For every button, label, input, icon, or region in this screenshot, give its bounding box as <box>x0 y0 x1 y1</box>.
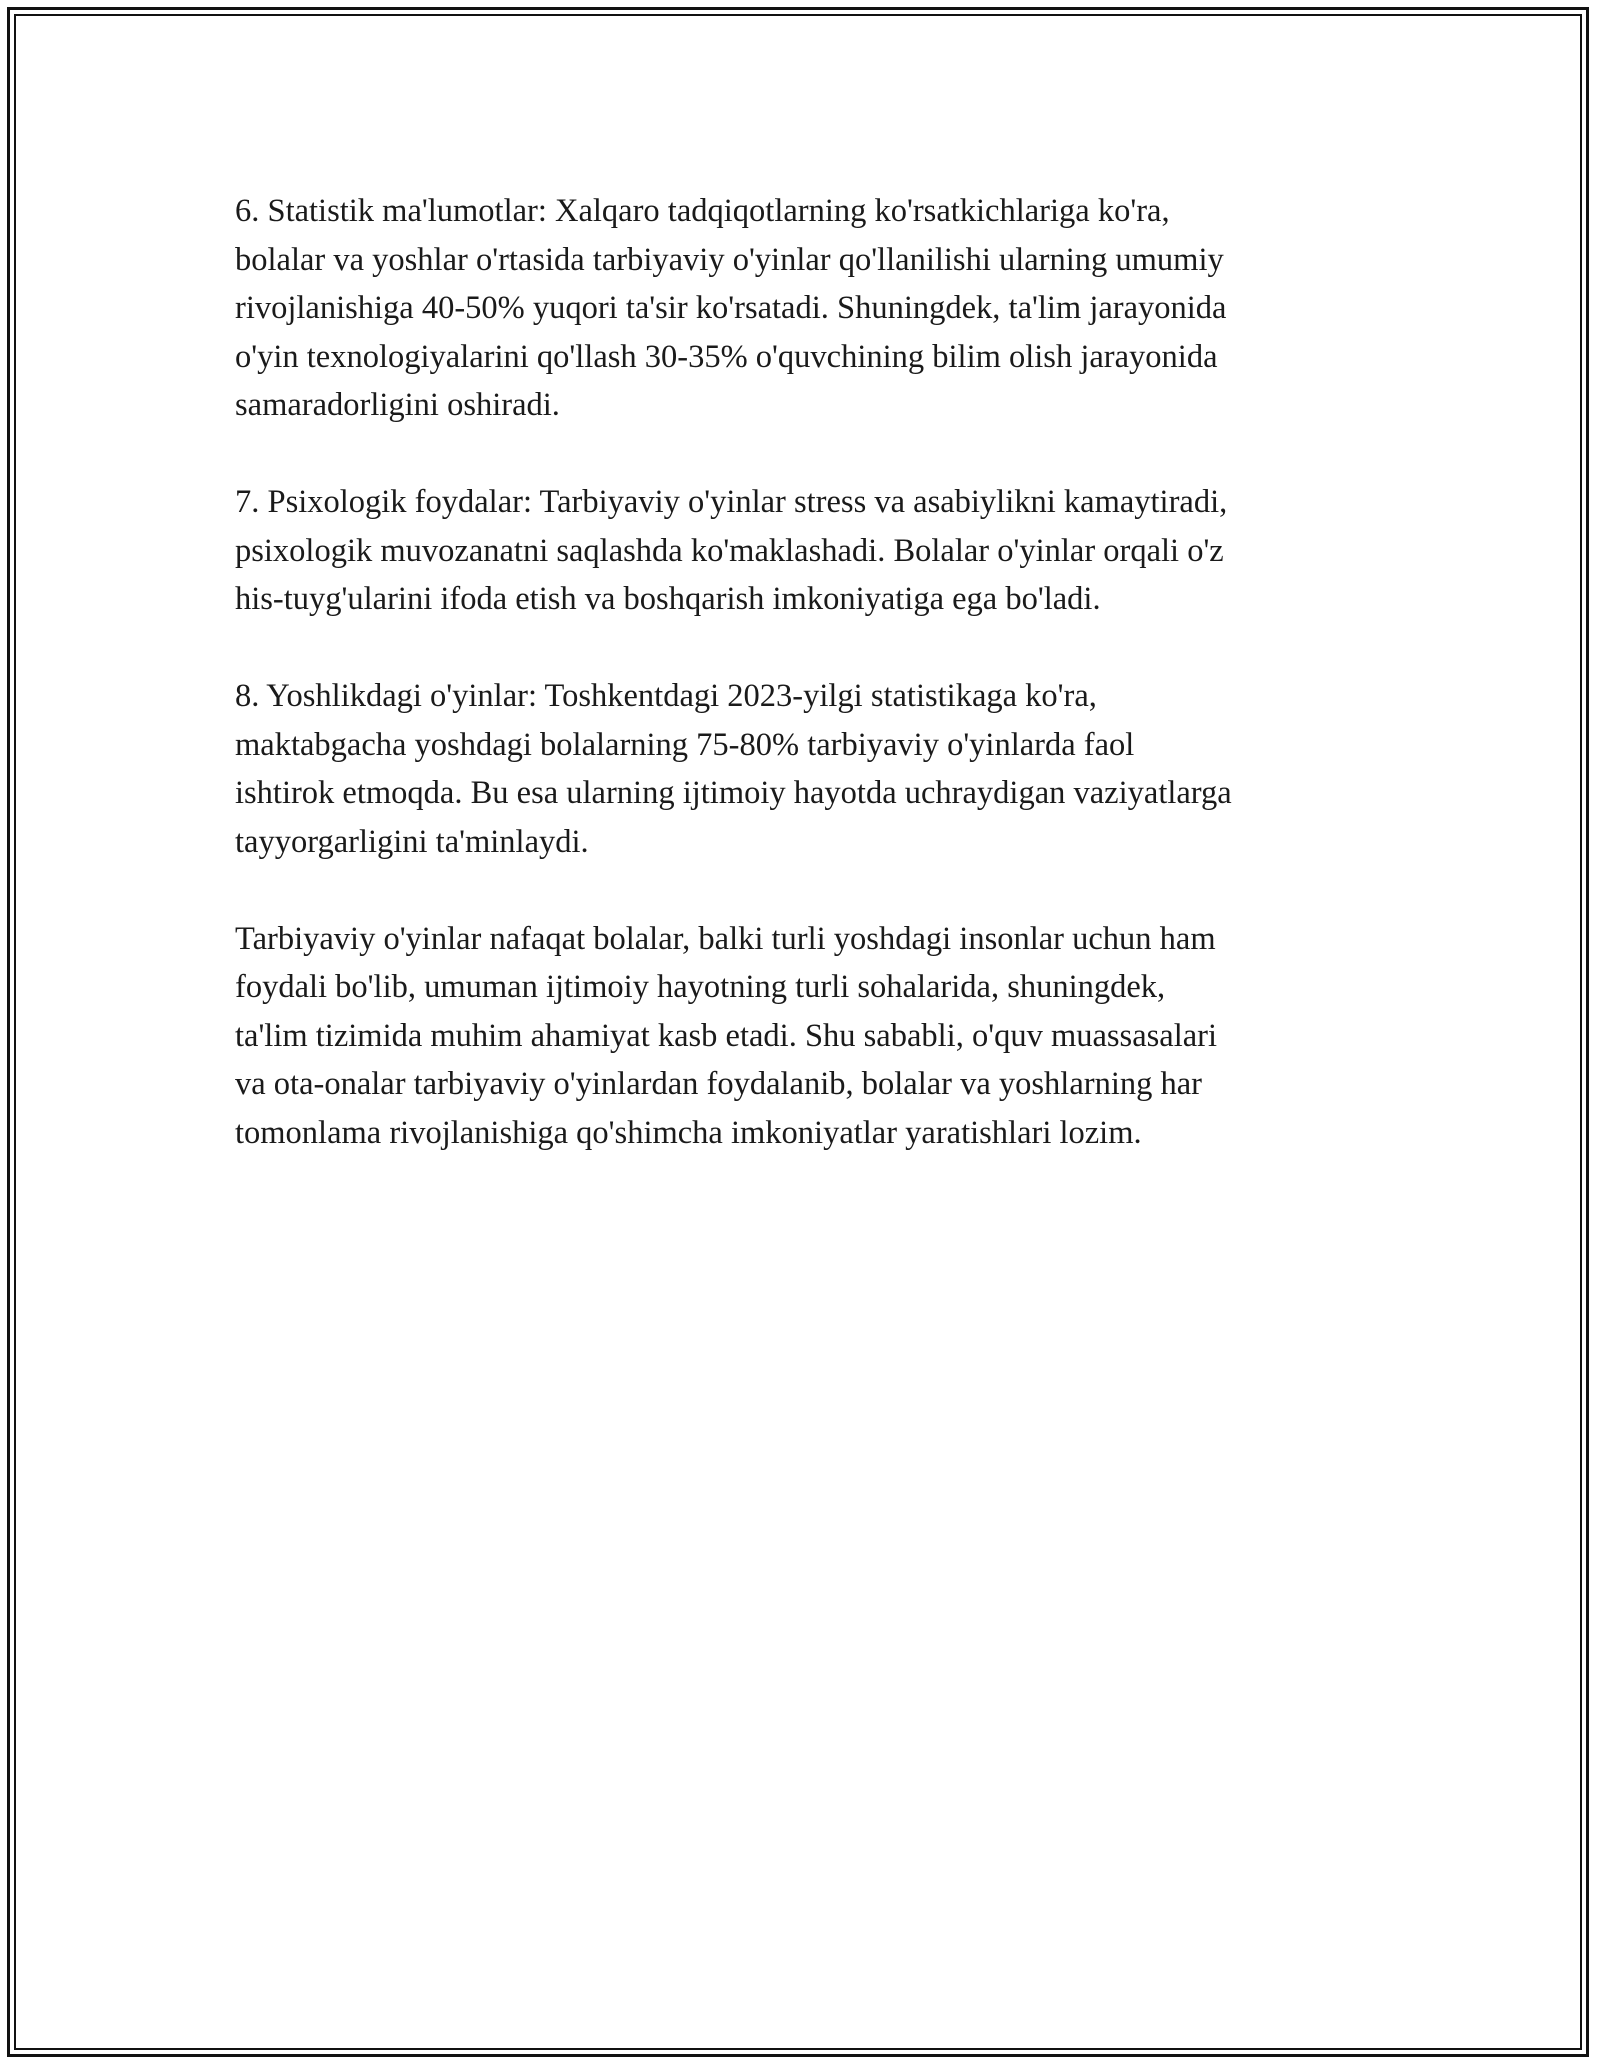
paragraph-statistics <box>235 187 1395 430</box>
text-line: Tarbiyaviy o'yinlar nafaqat bolalar, balki turli yoshdagi insonlar uchun ham <box>235 920 1216 957</box>
text-line: 8. Yoshlikdagi o'yinlar: Toshkentdagi 2023-yilgi statistikaga ko'ra, <box>235 678 1097 714</box>
text-line: bolalar va yoshlar o'rtasida tarbiyaviy o'yinlar qo'llanilishi ularning umumiy <box>235 241 1224 278</box>
text-line: samaradorligini oshiradi. <box>235 387 560 423</box>
text-line: va ota-onalar tarbiyaviy o'yinlardan foydalanib, bolalar va yoshlarning har <box>235 1066 1202 1102</box>
text-line: ta'lim tizimida muhim ahamiyat kasb etadi. Shu sababli, o'quv muassasalari <box>235 1017 1217 1054</box>
text-line: 7. Psixologik foydalar: Tarbiyaviy o'yinlar stress va asabiylikni kamaytiradi, <box>235 484 1228 520</box>
text-line: rivojlanishiga 40-50% yuqori ta'sir ko'rsatadi. Shuningdek, ta'lim jarayonida <box>235 290 1227 326</box>
text-line: his-tuyg'ularini ifoda etish va boshqarish imkoniyatiga ega bo'ladi. <box>235 581 1101 617</box>
text-line: o'yin texnologiyalarini qo'llash 30-35% o'quvchining bilim olish jarayonida <box>235 338 1218 375</box>
paragraph-youth-games <box>235 672 1395 866</box>
text-line: psixologik muvozanatni saqlashda ko'maklashadi. Bolalar o'yinlar orqali o'z <box>235 532 1224 569</box>
text-line: maktabgacha yoshdagi bolalarning 75-80% tarbiyaviy o'yinlarda faol <box>235 726 1135 763</box>
text-line: foydali bo'lib, umuman ijtimoiy hayotning turli sohalarida, shuningdek, <box>235 969 1166 1005</box>
document-body <box>235 187 1395 1206</box>
text-line: ishtirok etmoqda. Bu esa ularning ijtimoiy hayotda uchraydigan vaziyatlarga <box>235 775 1232 811</box>
text-line: tayyorgarligini ta'minlaydi. <box>235 823 589 860</box>
text-line: tomonlama rivojlanishiga qo'shimcha imkoniyatlar yaratishlari lozim. <box>235 1114 1142 1151</box>
paragraph-psychological-benefits <box>235 478 1395 624</box>
text-line: 6. Statistik ma'lumotlar: Xalqaro tadqiqotlarning ko'rsatkichlariga ko'ra, <box>235 193 1170 229</box>
paragraph-conclusion <box>235 915 1395 1158</box>
